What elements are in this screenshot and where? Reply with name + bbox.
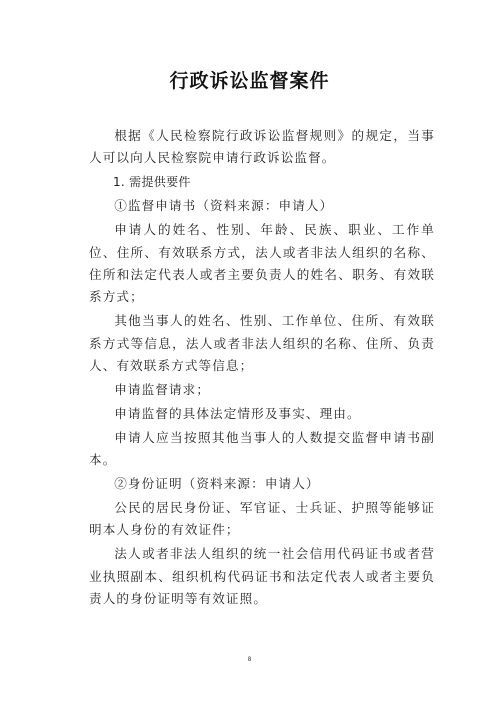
paragraph-citizen-id: 公民的居民身份证、军官证、士兵证、护照等能够证明本人身份的有效证件；: [89, 500, 435, 538]
intro-paragraph: 根据《人民检察院行政诉讼监督规则》的规定，当事人可以向人民检察院申请行政诉讼监督。: [89, 128, 435, 166]
paragraph-request: 申请监督请求；: [114, 381, 211, 397]
document-body: [89, 125, 435, 612]
paragraph-copies: 申请人应当按照其他当事人的人数提交监督申请书副本。: [89, 429, 435, 468]
paragraph-grounds: 申请监督的具体法定情形及事实、理由。: [114, 405, 361, 421]
document-title: 行政诉讼监督案件: [169, 70, 330, 92]
section-heading: 1. 需提供要件: [113, 175, 191, 190]
paragraph-legal-person-id: 法人或者非法人组织的统一社会信用代码证书或者营业执照副本、组织机构代码证书和法定代表人或者主要负责人的身份证明等有效证照。: [89, 546, 435, 607]
item-heading-application: ①监督申请书（资料来源：申请人）: [114, 198, 334, 214]
paragraph-other-parties-info: 其他当事人的姓名、性别、工作单位、住所、有效联系方式等信息，法人或者非法人组织的名称、住所、负责人、有效联系方式等信息；: [89, 313, 435, 374]
paragraph-applicant-info: 申请人的姓名、性别、年龄、民族、职业、工作单位、住所、有效联系方式，法人或者非法人组织的名称、住所和法定代表人或者主要负责人的姓名、职务、有效联系方式；: [89, 222, 435, 305]
page-number: 8: [247, 656, 252, 663]
item-heading-identity: ②身份证明（资料来源：申请人）: [114, 476, 320, 492]
